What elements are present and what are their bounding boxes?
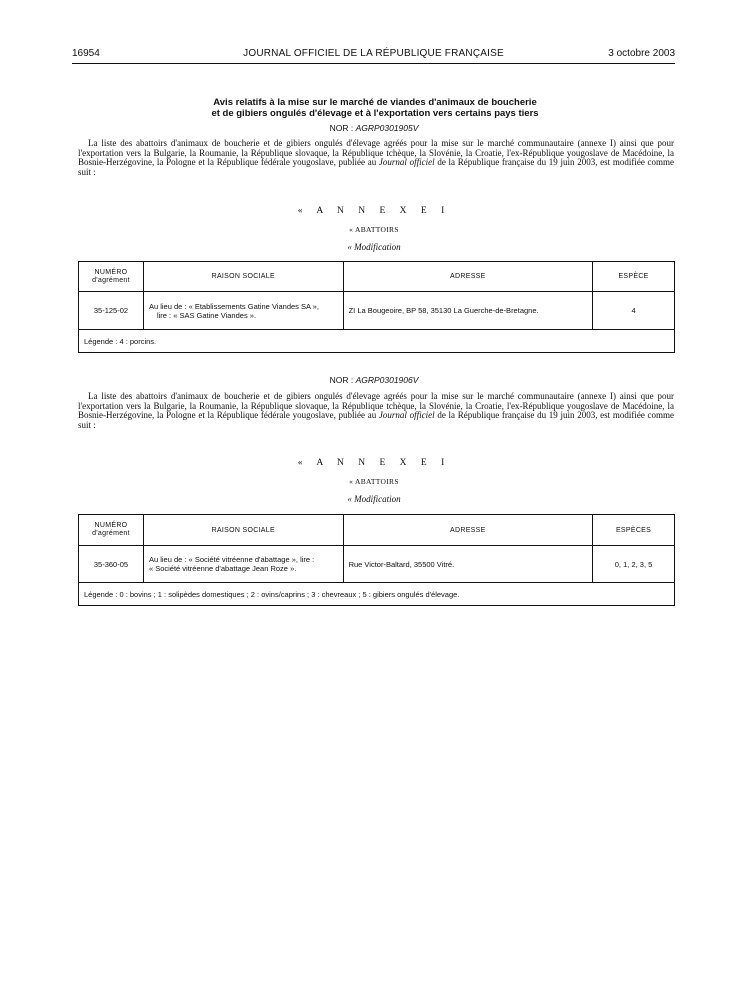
annexe-heading-2: « A N N E X E I: [297, 458, 451, 468]
col-header-numero: NUMÉRO d'agrément: [79, 262, 144, 292]
col-header-numero: NUMÉRO d'agrément: [79, 515, 144, 546]
cell-espece: 0, 1, 2, 3, 5: [593, 546, 675, 583]
paragraph-end: de la République française du 19 juin 2003, est modifiée comme suit :: [78, 157, 675, 177]
table-row: [79, 292, 675, 330]
avis-title-line-2: et de gibiers ongulés d'élevage et à l'exportation vers certains pays tiers: [211, 107, 539, 119]
cell-raison-sociale: [143, 546, 343, 583]
avis-title: [150, 98, 600, 119]
journal-reference: Journal officiel: [378, 410, 435, 421]
agrement-table-1: [78, 261, 675, 353]
raison-line-1: Au lieu de : « Etablissements Gatine Viandes SA »,: [148, 301, 319, 311]
cell-numero: 35-360-05: [79, 546, 144, 583]
cell-espece: 4: [593, 292, 675, 330]
publication-date: 3 octobre 2003: [608, 48, 675, 59]
col-header-raison-sociale: RAISON SOCIALE: [143, 262, 343, 292]
nor-label: NOR :: [329, 375, 354, 385]
cell-adresse: Rue Victor-Baltard, 35500 Vitré.: [343, 546, 593, 583]
body-paragraph-2: [78, 392, 674, 430]
nor-reference-2: [0, 375, 748, 385]
page-number: 16954: [72, 48, 100, 59]
abattoirs-heading-1: « ABATTOIRS: [349, 225, 399, 234]
col-header-espece: ESPÈCES: [593, 515, 675, 546]
nor-reference-1: [0, 123, 748, 133]
col-header-raison-sociale: RAISON SOCIALE: [143, 515, 343, 546]
avis-title-line-1: Avis relatifs à la mise sur le marché de viandes d'animaux de boucherie: [213, 97, 537, 108]
header-rule: [72, 63, 675, 64]
col-header-adresse: ADRESSE: [343, 262, 592, 292]
table-header-row: [79, 515, 675, 546]
modification-heading-2: « Modification: [347, 494, 401, 504]
table-header-row: [79, 262, 675, 292]
paragraph-text: La liste des abattoirs d'animaux de boucherie et de gibiers ongulés d'élevage agréés pour la mise sur le marché communautaire (annexe I) ainsi que pour l'exportation vers la Bulgarie, la Roumanie, la République slovaque, la République tchèque, la Slovénie, la Croatie, l'ex-République yougoslave de Macédoine, la Bosnie-Herzégovine, la Pologne et la République fédérale yougoslave, publiée au: [78, 391, 674, 421]
agrement-table-2: [78, 514, 675, 606]
legend-text: Légende : 4 : porcins.: [79, 330, 675, 353]
nor-label: NOR :: [329, 123, 354, 133]
modification-heading-1: « Modification: [347, 242, 401, 252]
journal-reference: Journal officiel: [378, 157, 435, 168]
paragraph-end: de la République française du 19 juin 2003, est modifiée comme suit :: [78, 410, 675, 430]
paragraph-text: La liste des abattoirs d'animaux de boucherie et de gibiers ongulés d'élevage agréés pour la mise sur le marché communautaire (annexe I) ainsi que pour l'exportation vers la Bulgarie, la Roumanie, la République slovaque, la République tchèque, la Slovénie, la Croatie, l'ex-République yougoslave de Macédoine, la Bosnie-Herzégovine, la Pologne et la République fédérale yougoslave, publiée au: [78, 138, 674, 168]
page-header: [72, 48, 675, 64]
col-header-espece: ESPÈCE: [593, 262, 675, 292]
table-row: [79, 546, 675, 583]
cell-numero: 35-125-02: [79, 292, 144, 330]
nor-code: AGRP0301905V: [355, 123, 419, 133]
cell-adresse: ZI La Bougeoire, BP 58, 35130 La Guerche-de-Bretagne.: [343, 292, 592, 330]
table-legend-row: [79, 330, 675, 353]
body-paragraph-1: [78, 139, 674, 177]
table-legend-row: [79, 583, 675, 606]
raison-line-2: « Société vitréenne d'abattage Jean Roze ».: [148, 564, 297, 573]
cell-raison-sociale: [143, 292, 343, 330]
raison-line-2: lire : « SAS Gatine Viandes ».: [156, 310, 257, 320]
col-header-adresse: ADRESSE: [343, 515, 593, 546]
raison-line-1: Au lieu de : « Société vitréenne d'abattage », lire :: [148, 555, 315, 564]
journal-title: JOURNAL OFFICIEL DE LA RÉPUBLIQUE FRANÇAISE: [243, 48, 504, 59]
annexe-heading-1: « A N N E X E I: [297, 206, 451, 216]
nor-code: AGRP0301906V: [355, 375, 419, 385]
legend-text: Légende : 0 : bovins ; 1 : solipèdes domestiques ; 2 : ovins/caprins ; 3 : chevreaux ; 5 : gibiers ongulés d'élevage.: [79, 583, 675, 606]
abattoirs-heading-2: « ABATTOIRS: [349, 477, 399, 486]
